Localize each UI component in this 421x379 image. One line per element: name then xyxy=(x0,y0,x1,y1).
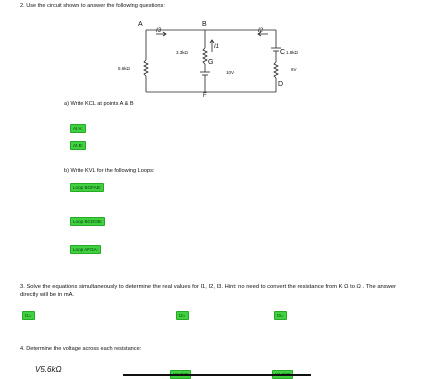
answer-divider xyxy=(123,374,311,376)
answer-at-a[interactable]: At A: xyxy=(70,124,86,133)
question-4-text: 4. Determine the voltage across each resistance: xyxy=(20,346,142,352)
resistor-3-3k-label: 3.3kΩ xyxy=(176,50,188,55)
answer-loop-bcdgb[interactable]: Loop BCDGB: xyxy=(70,217,105,226)
answer-i1[interactable]: I1= xyxy=(22,311,35,320)
current-i2-label: I2 xyxy=(258,28,264,34)
node-b-label: B xyxy=(202,21,207,28)
question-2-text: 2. Use the circuit shown to answer the following questions: xyxy=(20,3,165,9)
node-f-label: F xyxy=(203,93,207,99)
answer-at-b[interactable]: At B: xyxy=(70,141,86,150)
part-b-text: b) Write KVL for the following Loops: xyxy=(64,168,155,174)
answer-loop-afga[interactable]: Loop AFGA: xyxy=(70,245,101,254)
answer-loop-bgfab[interactable]: Loop BGFAB: xyxy=(70,183,104,192)
answer-i2[interactable]: I2= xyxy=(176,311,189,320)
battery-6v-label: 6V xyxy=(291,67,297,72)
resistor-5-6k-label: 5.6kΩ xyxy=(118,66,130,71)
label-v-5-6k: V5.6kΩ xyxy=(35,365,62,374)
node-d-label: D xyxy=(278,81,284,88)
current-i3-label: I3 xyxy=(156,28,162,34)
node-g-label: G xyxy=(208,59,214,66)
circuit-diagram xyxy=(0,0,421,140)
node-c-label: C xyxy=(280,49,286,56)
part-a-text: a) Write KCL at points A & B xyxy=(64,101,134,107)
question-3-text: 3. Solve the equations simultaneously to determine the real values for I1, I2, I3. Hint: no need to convert the resistance from K Ω to Ω . The answer directly will be in mA. xyxy=(20,284,396,298)
node-a-label: A xyxy=(138,21,143,28)
resistor-1-8k-label: 1.8kΩ xyxy=(286,50,298,55)
current-i1-label: I1 xyxy=(214,44,220,50)
battery-10v-label: 10V xyxy=(226,70,235,75)
answer-i3[interactable]: I3= xyxy=(274,311,287,320)
